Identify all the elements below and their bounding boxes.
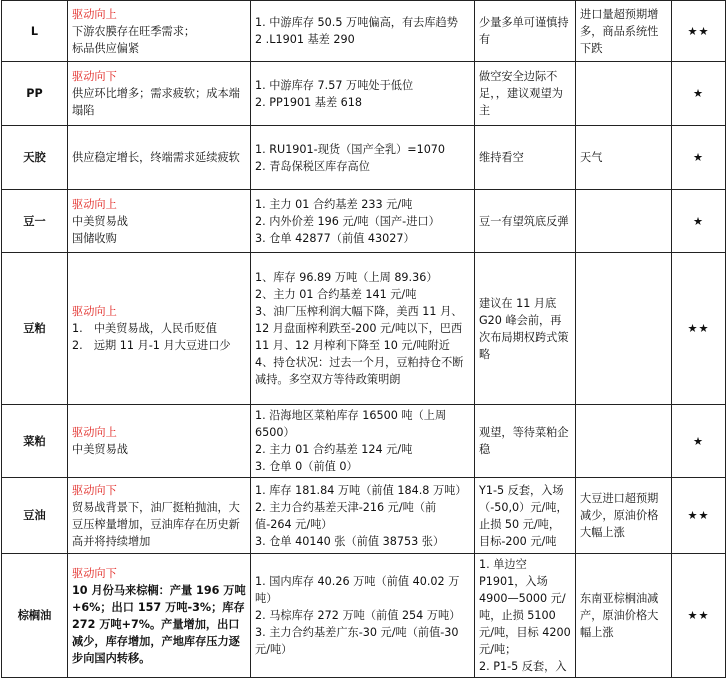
- data-item: 2. 主力合约基差天津-216 元/吨（前值-264 元/吨）: [255, 500, 437, 531]
- data-item: 3. 仓单 0（前值 0）: [255, 460, 358, 473]
- table-row: [2, 190, 726, 253]
- commodity-name: L: [2, 1, 68, 62]
- risk-cell: [576, 253, 672, 405]
- risk-cell: [576, 1, 672, 62]
- data-cell: [251, 62, 475, 126]
- commodity-name: 棕榈油: [2, 554, 68, 678]
- rating-stars: ★★: [672, 554, 726, 678]
- table-row: [2, 554, 726, 678]
- strategy-item: 建议在 11 月底 G20 峰会前，再次布局期权跨式策略: [479, 296, 569, 361]
- driver-reason: 贸易战背景下，油厂挺粕抛油，大豆压榨量增加，豆油库存在历史新高并将持续增加: [72, 500, 240, 548]
- table-row: [2, 478, 726, 554]
- risk-cell: [576, 62, 672, 126]
- rating-stars: ★★: [672, 1, 726, 62]
- data-item: 2. PP1901 基差 618: [255, 95, 363, 109]
- rating-stars: ★: [672, 190, 726, 253]
- data-item: 4、持仓状况：过去一个月，豆粕持仓不断减持。多空双方等待政策明朗: [255, 356, 464, 386]
- data-item: 2 .L1901 基差 290: [255, 33, 355, 46]
- rating-stars: ★: [672, 62, 726, 126]
- driver-cell: [68, 1, 251, 62]
- driver-reason: 中美贸易战: [72, 214, 128, 228]
- driver-cell: [68, 126, 251, 190]
- data-item: 2. 马棕库存 272 万吨（前值 254 万吨）: [255, 609, 461, 622]
- risk-cell: [576, 554, 672, 678]
- data-cell: [251, 1, 475, 62]
- data-item: 3. 仓单 40140 张（前值 38753 张）: [255, 534, 445, 548]
- data-item: 1. 库存 181.84 万吨（前值 184.8 万吨）: [255, 483, 467, 497]
- risk-cell: [576, 478, 672, 554]
- rating-stars: ★★: [672, 478, 726, 554]
- data-item: 2. 青岛保税区库存高位: [255, 159, 370, 173]
- driver-reason: 供应稳定增长，终端需求延续疲软: [72, 151, 240, 164]
- rating-stars: ★★: [672, 253, 726, 405]
- strategy-cell: [475, 554, 576, 678]
- data-item: 3. 仓单 42877（前值 43027）: [255, 231, 415, 245]
- strategy-item: 豆一有望筑底反弹: [479, 214, 569, 228]
- rating-stars: ★: [672, 405, 726, 478]
- data-item: 2. 主力 01 合约基差 124 元/吨: [255, 443, 413, 456]
- strategy-cell: [475, 62, 576, 126]
- driver-direction: 驱动向下: [72, 483, 117, 497]
- strategy-cell: [475, 405, 576, 478]
- table-row: [2, 126, 726, 190]
- driver-direction: 驱动向下: [72, 70, 117, 83]
- data-item: 1. 主力 01 合约基差 233 元/吨: [255, 197, 413, 211]
- driver-reason: 供应环比增多；需求疲软；成本端塌陷: [72, 87, 240, 117]
- data-item: 2、主力 01 合约基差 141 元/吨: [255, 288, 417, 301]
- data-cell: [251, 405, 475, 478]
- driver-reason: 国储收购: [72, 231, 117, 245]
- table-row: [2, 1, 726, 62]
- commodity-name: 天胶: [2, 126, 68, 190]
- driver-direction: 驱动向上: [72, 197, 117, 211]
- data-item: 1. RU1901-现货（国产全乳）=1070: [255, 142, 446, 156]
- driver-reason: 10 月份马来棕榈：产量 196 万吨+6%；出口 157 万吨-3%；库存 272 万吨+7%。产量增加，出口减少，库存增加，产地库存压力逐步向国内转移。: [72, 583, 246, 665]
- driver-reason: 1. 中美贸易战，人民币贬值: [72, 322, 217, 335]
- strategy-item: 维持看空: [479, 151, 524, 164]
- driver-cell: [68, 405, 251, 478]
- risk-cell: [576, 190, 672, 253]
- data-cell: [251, 126, 475, 190]
- risk-cell: [576, 405, 672, 478]
- driver-direction: 驱动向上: [72, 7, 117, 21]
- strategy-cell: [475, 253, 576, 405]
- risk-item: 东南亚棕榈油减产，原油价格大幅上涨: [580, 592, 659, 639]
- strategy-item: 1. 单边空 P1901，入场 4900—5000 元/吨，止损 5100 元/吨，目标 4200 元/吨；: [479, 558, 571, 656]
- driver-cell: [68, 62, 251, 126]
- driver-direction: 驱动向上: [72, 305, 117, 318]
- commodity-strategy-table: [1, 0, 726, 678]
- data-cell: [251, 253, 475, 405]
- strategy-cell: [475, 190, 576, 253]
- driver-cell: [68, 253, 251, 405]
- driver-direction: 驱动向上: [72, 426, 117, 439]
- risk-cell: [576, 126, 672, 190]
- driver-reason: 中美贸易战: [72, 443, 128, 456]
- data-cell: [251, 554, 475, 678]
- strategy-item: 少量多单可谨慎持有: [479, 16, 569, 46]
- driver-cell: [68, 554, 251, 678]
- driver-reason: 标品供应偏紧: [72, 41, 140, 55]
- risk-item: 天气: [580, 151, 603, 164]
- strategy-item: 做空安全边际不足，，建议观望为主: [479, 70, 563, 117]
- data-item: 1. 国内库存 40.26 万吨（前值 40.02 万吨）: [255, 575, 460, 605]
- data-cell: [251, 190, 475, 253]
- strategy-item: 观望，等待菜粕企稳: [479, 426, 569, 456]
- table-row: [2, 253, 726, 405]
- strategy-item: 2. P1-5 反套，入: [479, 660, 567, 673]
- table-body: [2, 1, 726, 678]
- commodity-name: 豆一: [2, 190, 68, 253]
- rating-stars: ★: [672, 126, 726, 190]
- strategy-cell: [475, 1, 576, 62]
- driver-cell: [68, 478, 251, 554]
- commodity-name: 豆粕: [2, 253, 68, 405]
- strategy-item: Y1-5 反套，入场（-50,0）元/吨，止损 50 元/吨，目标-200 元/吨: [479, 483, 568, 548]
- risk-item: 进口量超预期增多，商品系统性下跌: [580, 7, 659, 55]
- strategy-cell: [475, 126, 576, 190]
- data-item: 1、库存 96.89 万吨（上周 89.36）: [255, 271, 438, 284]
- table-row: [2, 62, 726, 126]
- driver-cell: [68, 190, 251, 253]
- commodity-name: 豆油: [2, 478, 68, 554]
- data-cell: [251, 478, 475, 554]
- data-item: 1. 中游库存 50.5 万吨偏高，有去库趋势: [255, 16, 458, 29]
- driver-reason: 下游农膜存在旺季需求；: [72, 24, 196, 38]
- data-item: 2. 内外价差 196 元/吨（国产-进口）: [255, 214, 440, 228]
- table-row: [2, 405, 726, 478]
- data-item: 1. 沿海地区菜粕库存 16500 吨（上周 6500）: [255, 409, 447, 439]
- data-item: 3. 主力合约基差广东-30 元/吨（前值-30 元/吨）: [255, 626, 459, 656]
- data-item: 3、油厂压榨利润大幅下降，美西 11 月、12 月盘面榨利跌至-200 元/吨以下，巴西 11 月、12 月榨利下降至 10 元/吨附近: [255, 305, 463, 352]
- commodity-name: PP: [2, 62, 68, 126]
- commodity-name: 菜粕: [2, 405, 68, 478]
- driver-direction: 驱动向下: [72, 566, 117, 580]
- strategy-cell: [475, 478, 576, 554]
- driver-reason: 2. 远期 11 月-1 月大豆进口少: [72, 339, 231, 352]
- data-item: 1. 中游库存 7.57 万吨处于低位: [255, 78, 414, 92]
- risk-item: 大豆进口超预期减少，原油价格大幅上涨: [580, 492, 659, 539]
